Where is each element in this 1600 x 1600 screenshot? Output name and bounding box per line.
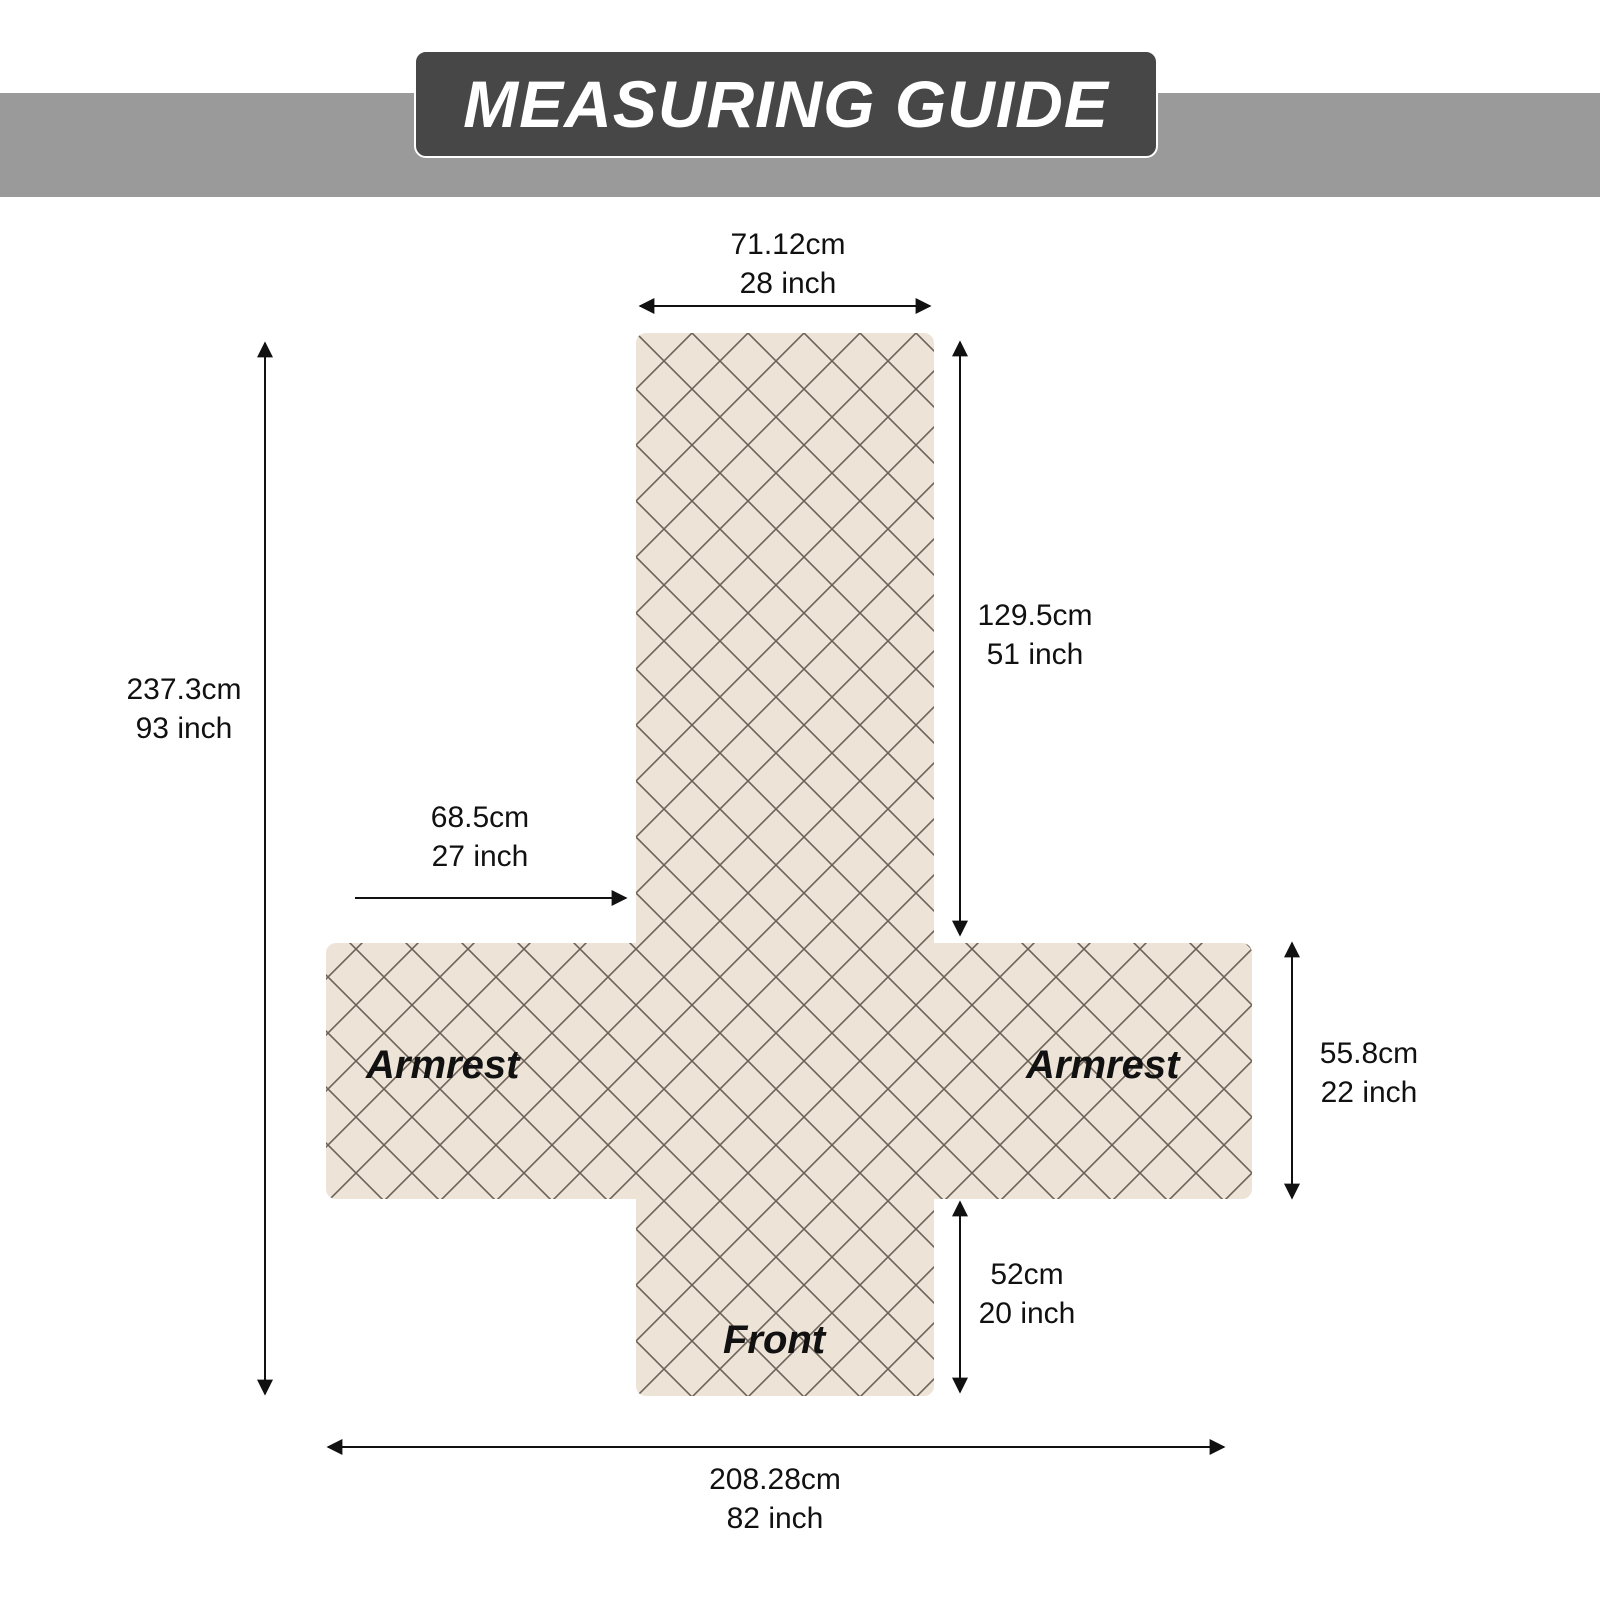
total-height-cm: 237.3cm: [126, 673, 242, 706]
armrest-left-label: Armrest: [366, 1043, 520, 1087]
front-drop-inch: 20 inch: [978, 1297, 1076, 1330]
back-height-inch: 51 inch: [986, 638, 1084, 671]
armrest-depth-inch: 22 inch: [1320, 1076, 1418, 1109]
total-height-label: [104, 670, 264, 748]
center-panel: [636, 333, 934, 1396]
front-label: Front: [723, 1318, 826, 1362]
total-width-inch: 82 inch: [726, 1502, 824, 1535]
armrest-depth-cm: 55.8cm: [1319, 1037, 1419, 1070]
front-drop-label: [952, 1255, 1102, 1333]
total-width-cm: 208.28cm: [709, 1463, 841, 1496]
top-width-label: [688, 225, 888, 303]
back-height-label: [955, 596, 1115, 674]
top-width-inch: 28 inch: [739, 267, 837, 300]
armrest-width-inch: 27 inch: [431, 840, 529, 873]
top-width-cm: 71.12cm: [730, 228, 846, 261]
page-title: MEASURING GUIDE: [463, 67, 1109, 141]
front-drop-cm: 52cm: [990, 1258, 1064, 1291]
armrest-depth-label: [1294, 1034, 1444, 1112]
total-width-label: [675, 1460, 875, 1538]
armrest-right-label: Armrest: [1026, 1043, 1180, 1087]
back-height-cm: 129.5cm: [977, 599, 1093, 632]
armrest-width-label: [410, 798, 550, 876]
armrest-width-cm: 68.5cm: [430, 801, 530, 834]
total-height-inch: 93 inch: [135, 712, 233, 745]
